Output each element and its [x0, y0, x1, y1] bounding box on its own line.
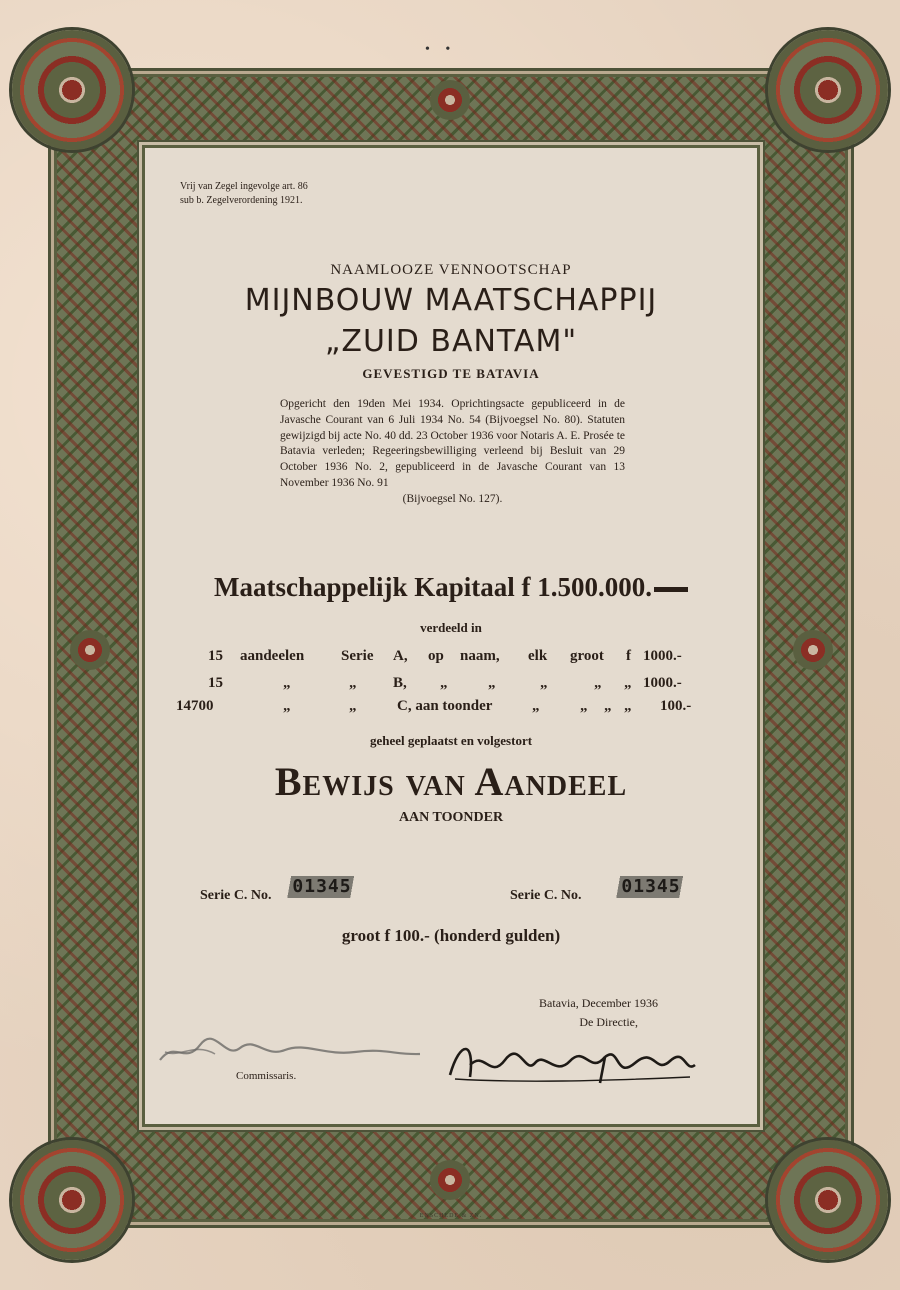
divided-label: verdeeld in — [420, 620, 482, 635]
authorized-capital — [145, 572, 757, 603]
share-cell: „ — [624, 698, 632, 714]
commissioner-signature — [155, 1030, 425, 1070]
share-count: 14700 — [176, 698, 214, 714]
exemption-line: Vrij van Zegel ingevolge art. 86 — [180, 181, 308, 192]
share-cell: „ — [349, 698, 357, 714]
share-amount: 100.- — [660, 698, 692, 714]
share-count: 15 — [208, 675, 223, 691]
share-amount: 1000.- — [643, 648, 682, 664]
share-cell: „ — [488, 675, 496, 691]
share-row — [0, 648, 900, 672]
corner-rosette-top-left — [12, 30, 132, 150]
director-signature — [440, 1035, 700, 1090]
corner-rosette-bottom-right — [768, 1140, 888, 1260]
share-amount: 1000.- — [643, 675, 682, 691]
share-cell: „ — [604, 698, 612, 714]
company-name-line2: „ZUID BANTAM" — [324, 324, 578, 359]
share-row — [0, 675, 900, 699]
share-cell: „ — [540, 675, 548, 691]
border-rosette — [430, 1160, 470, 1200]
exemption-line: sub b. Zegelverordening 1921. — [180, 195, 303, 206]
share-cell: op — [428, 648, 444, 664]
founding-text-last: (Bijvoegsel No. 127). — [402, 492, 503, 505]
share-cell: B, — [393, 675, 407, 691]
share-cell: f — [626, 648, 631, 664]
share-cell: Serie — [341, 648, 374, 664]
share-cell: A, — [393, 648, 408, 664]
company-seat: GEVESTIGD TE BATAVIA — [362, 366, 540, 381]
share-cell: C, aan toonder — [397, 698, 493, 714]
board-label: De Directie, — [579, 1015, 638, 1029]
share-cell: „ — [283, 675, 291, 691]
share-row — [0, 698, 900, 722]
share-cell: naam, — [460, 648, 500, 664]
capital-text: Maatschappelijk Kapitaal f 1.500.000. — [213, 572, 652, 602]
company-name-line1: MIJNBOUW MAATSCHAPPIJ — [244, 283, 658, 318]
fully-paid-note: geheel geplaatst en volgestort — [369, 733, 533, 748]
document-title: Bewijs van Aandeel — [274, 759, 628, 804]
share-cell: „ — [594, 675, 602, 691]
share-cell: „ — [283, 698, 291, 714]
share-count: 15 — [208, 648, 223, 664]
place-date: Batavia, December 1936 — [539, 996, 658, 1010]
serial-number-right: 01345 — [612, 876, 690, 898]
share-cell: „ — [349, 675, 357, 691]
capital-dash — [654, 587, 688, 592]
share-cell: groot — [570, 648, 604, 664]
founding-paragraph — [280, 397, 625, 508]
founding-text: Opgericht den 19den Mei 1934. Oprichtingsacte gepubliceerd in de Javasche Courant van 6 Juli 1934 No. 54 (Bijvoegsel No. 80). Statuten gewijzigd bij acte No. 40 dd. 23 October 1936 voor Notaris A. E. Prosée te Batavia verleden; Regeeringsbewilliging verleend bij Besluit van 29 October 1936 No. 2, gepubliceerd in de Javasche Courant van 13 November 1936 No. 91 — [280, 398, 625, 489]
stamp-exemption-note — [180, 180, 360, 208]
share-cell: aandeelen — [240, 648, 305, 664]
bearer-label: AAN TOONDER — [398, 810, 504, 825]
serie-label-right: Serie C. No. — [510, 888, 582, 903]
company-type: NAAMLOOZE VENNOOTSCHAP — [330, 262, 572, 278]
share-cell: „ — [440, 675, 448, 691]
serie-label-left: Serie C. No. — [200, 888, 272, 903]
share-cell: „ — [532, 698, 540, 714]
perforation-marks: • • — [425, 42, 457, 57]
share-cell: elk — [528, 648, 548, 664]
printer-mark: ENSCHEDE & ZN. — [419, 1213, 483, 1219]
corner-rosette-top-right — [768, 30, 888, 150]
serial-number-left: 01345 — [283, 876, 361, 898]
commissioner-label: Commissaris. — [236, 1070, 297, 1082]
share-cell: „ — [580, 698, 588, 714]
denomination: groot f 100.- (honderd gulden) — [341, 926, 561, 945]
border-rosette — [430, 80, 470, 120]
share-cell: „ — [624, 675, 632, 691]
corner-rosette-bottom-left — [12, 1140, 132, 1260]
